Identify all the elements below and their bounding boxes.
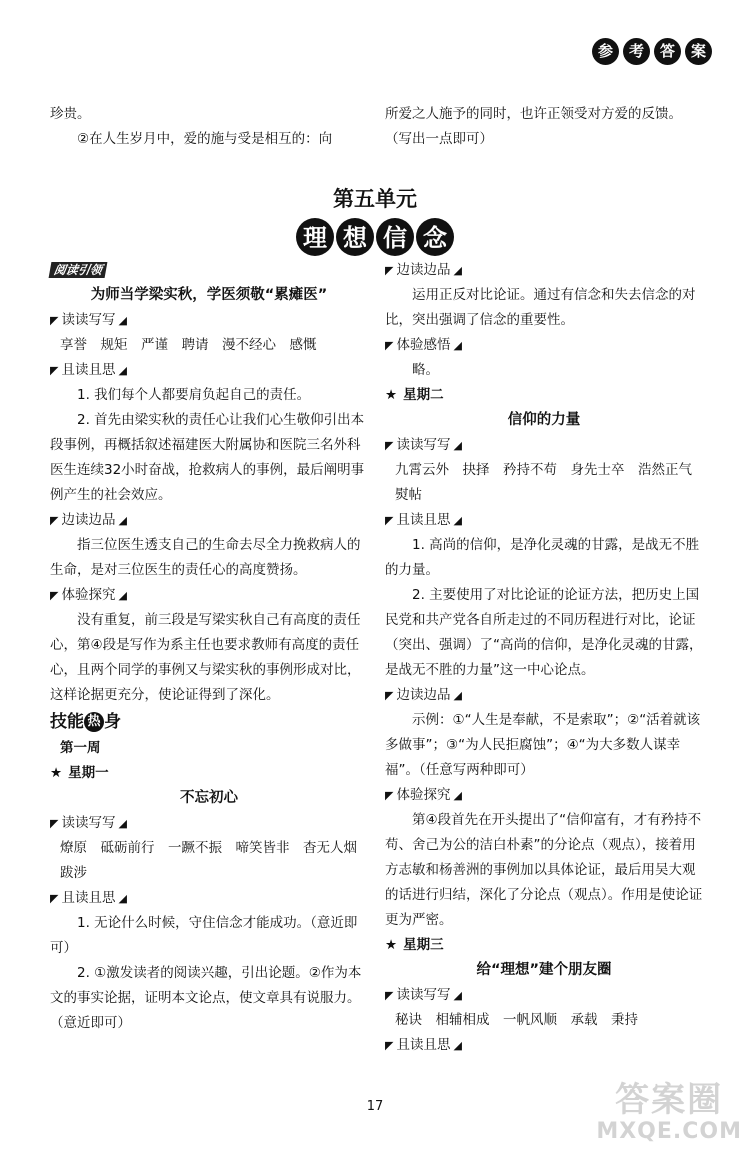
triangle-icon: ◢ <box>453 1039 462 1052</box>
triangle-icon: ◤ <box>50 892 59 905</box>
right-column <box>385 258 706 1058</box>
top-left-text <box>50 102 372 152</box>
answer: 略。 <box>412 362 439 378</box>
triangle-icon: ◤ <box>385 439 394 452</box>
week-label: 第一周 <box>60 740 101 756</box>
answer: 指三位医生透支自己的生命去尽全力挽救病人的生命，是对三位医生的责任心的高度赞扬。 <box>50 537 361 578</box>
section-header: ◤ 边读边品 ◢ <box>50 512 127 528</box>
section-header: ◤ 且读且思 ◢ <box>385 512 462 528</box>
triangle-icon: ◢ <box>453 689 462 702</box>
theme-char: 想 <box>336 218 374 256</box>
triangle-icon: ◤ <box>50 364 59 377</box>
answer: 2. ①激发读者的阅读兴趣，引出论题。②作为本文的事实论据，证明本文论点，使文章具有说服力。（意近即可） <box>50 965 362 1031</box>
vocab-words: 享誉 规矩 严谨 聘请 漫不经心 感慨 <box>60 337 317 353</box>
section-header: ◤ 边读边品 ◢ <box>385 687 462 703</box>
answer: 1. 高尚的信仰，是净化灵魂的甘露，是战无不胜的力量。 <box>385 537 700 578</box>
article-title: 给“理想”建个朋友圈 <box>476 962 612 978</box>
section-header: ◤ 体验探究 ◢ <box>50 587 127 603</box>
day-label: ★ 星期二 <box>385 387 444 403</box>
section-header: ◤ 体验感悟 ◢ <box>385 337 462 353</box>
triangle-icon: ◤ <box>385 514 394 527</box>
day-label: ★ 星期三 <box>385 937 444 953</box>
triangle-icon: ◢ <box>453 439 462 452</box>
star-icon: ★ <box>385 937 398 953</box>
triangle-icon: ◤ <box>385 1039 394 1052</box>
triangle-icon: ◤ <box>50 589 59 602</box>
paragraph: 所爱之人施予的同时，也许正领受对方爱的反馈。 <box>385 106 682 122</box>
paragraph: 珍贵。 <box>50 106 91 122</box>
left-column <box>50 258 371 1036</box>
theme-char: 理 <box>296 218 334 256</box>
triangle-icon: ◢ <box>453 789 462 802</box>
answer: 2. 首先由梁实秋的责任心让我们心生敬仰引出本段事例，再概括叙述福建医大附属协和医院三名外科医生连续32小时奋战，抢救病人的事例，最后阐明事例产生的社会效应。 <box>50 412 365 503</box>
triangle-icon: ◤ <box>385 339 394 352</box>
triangle-icon: ◢ <box>453 514 462 527</box>
unit-theme <box>0 218 750 256</box>
triangle-icon: ◤ <box>385 989 394 1002</box>
watermark-logo-text: 答案圈 <box>615 1080 724 1120</box>
page-number: 17 <box>366 1099 384 1114</box>
triangle-icon: ◢ <box>118 364 127 377</box>
triangle-icon: ◢ <box>453 339 462 352</box>
triangle-icon: ◤ <box>385 789 394 802</box>
badge-char: 参 <box>592 38 619 65</box>
section-header: ◤ 且读且思 ◢ <box>50 890 127 906</box>
answer: 示例：①“人生是奉献，不是索取”；②“活着就该多做事”；③“为人民拒腐蚀”；④“为大多数人谋幸福”。（任意写两种即可） <box>385 712 701 778</box>
star-icon: ★ <box>50 765 63 781</box>
top-right-text <box>385 102 705 152</box>
section-header: ◤ 读读写写 ◢ <box>50 815 127 831</box>
triangle-icon: ◤ <box>385 689 394 702</box>
answer-key-badge <box>592 38 712 65</box>
section-banner: 阅读引领 <box>49 262 108 278</box>
badge-char: 考 <box>623 38 650 65</box>
theme-char: 念 <box>416 218 454 256</box>
section-header: ◤ 体验探究 ◢ <box>385 787 462 803</box>
vocab-words: 秘诀 相辅相成 一帆风顺 承载 秉持 <box>395 1012 638 1028</box>
theme-char: 信 <box>376 218 414 256</box>
triangle-icon: ◢ <box>453 264 462 277</box>
site-watermark <box>596 1080 742 1144</box>
triangle-icon: ◢ <box>118 514 127 527</box>
section-header: ◤ 读读写写 ◢ <box>385 437 462 453</box>
article-title: 信仰的力量 <box>507 412 581 428</box>
triangle-icon: ◢ <box>118 817 127 830</box>
triangle-icon: ◢ <box>118 314 127 327</box>
answer: 运用正反对比论证。通过有信念和失去信念的对比，突出强调了信念的重要性。 <box>385 287 696 328</box>
triangle-icon: ◤ <box>50 514 59 527</box>
triangle-icon: ◢ <box>453 989 462 1002</box>
answer: 第④段首先在开头提出了“信仰富有，才有矜持不苟、舍己为公的洁白朴素”的分论点（观点），接着用方志敏和杨善洲的事例加以具体论证，最后用吴大观的话进行归结，深化了分论点（观点）。作用是使论证更为严密。 <box>385 812 703 928</box>
paragraph: ②在人生岁月中，爱的施与受是相互的：向 <box>77 131 333 147</box>
paragraph: （写出一点即可） <box>385 131 493 147</box>
badge-char: 案 <box>685 38 712 65</box>
article-title: 为师当学梁实秋，学医须敬“累瘫医” <box>90 287 328 303</box>
triangle-icon: ◤ <box>50 817 59 830</box>
triangle-icon: ◢ <box>118 892 127 905</box>
vocab-words: 九霄云外 抉择 矜持不苟 身先士卒 浩然正气 熨帖 <box>395 462 706 503</box>
skill-warmup-heading: 技能 热 身 <box>50 712 121 732</box>
section-header: ◤ 且读且思 ◢ <box>50 362 127 378</box>
unit-title: 第五单元 <box>333 186 417 211</box>
day-label: ★ 星期一 <box>50 765 109 781</box>
section-header: ◤ 且读且思 ◢ <box>385 1037 462 1053</box>
article-title: 不忘初心 <box>180 790 238 806</box>
section-header: ◤ 读读写写 ◢ <box>385 987 462 1003</box>
triangle-icon: ◢ <box>118 589 127 602</box>
badge-char: 答 <box>654 38 681 65</box>
star-icon: ★ <box>385 387 398 403</box>
answer: 1. 我们每个人都要肩负起自己的责任。 <box>77 387 311 403</box>
hot-char: 热 <box>84 712 104 732</box>
watermark-url: MXQE.COM <box>596 1119 742 1144</box>
answer: 没有重复，前三段是写梁实秋自己有高度的责任心，第④段是写作为系主任也要求教师有高度的责任心，且两个同学的事例又与梁实秋的事例形成对比，这样论据更充分，使论证得到了深化。 <box>50 612 361 703</box>
section-header: ◤ 边读边品 ◢ <box>385 262 462 278</box>
triangle-icon: ◤ <box>50 314 59 327</box>
section-header: ◤ 读读写写 ◢ <box>50 312 127 328</box>
triangle-icon: ◤ <box>385 264 394 277</box>
vocab-words: 燎原 砥砺前行 一蹶不振 啼笑皆非 杳无人烟 跋涉 <box>60 840 371 881</box>
answer: 2. 主要使用了对比论证的论证方法，把历史上国民党和共产党各自所走过的不同历程进行对比，论证（突出、强调）了“高尚的信仰，是净化灵魂的甘露，是战无不胜的力量”这一中心论点。 <box>385 587 703 678</box>
answer: 1. 无论什么时候，守住信念才能成功。（意近即可） <box>50 915 358 956</box>
